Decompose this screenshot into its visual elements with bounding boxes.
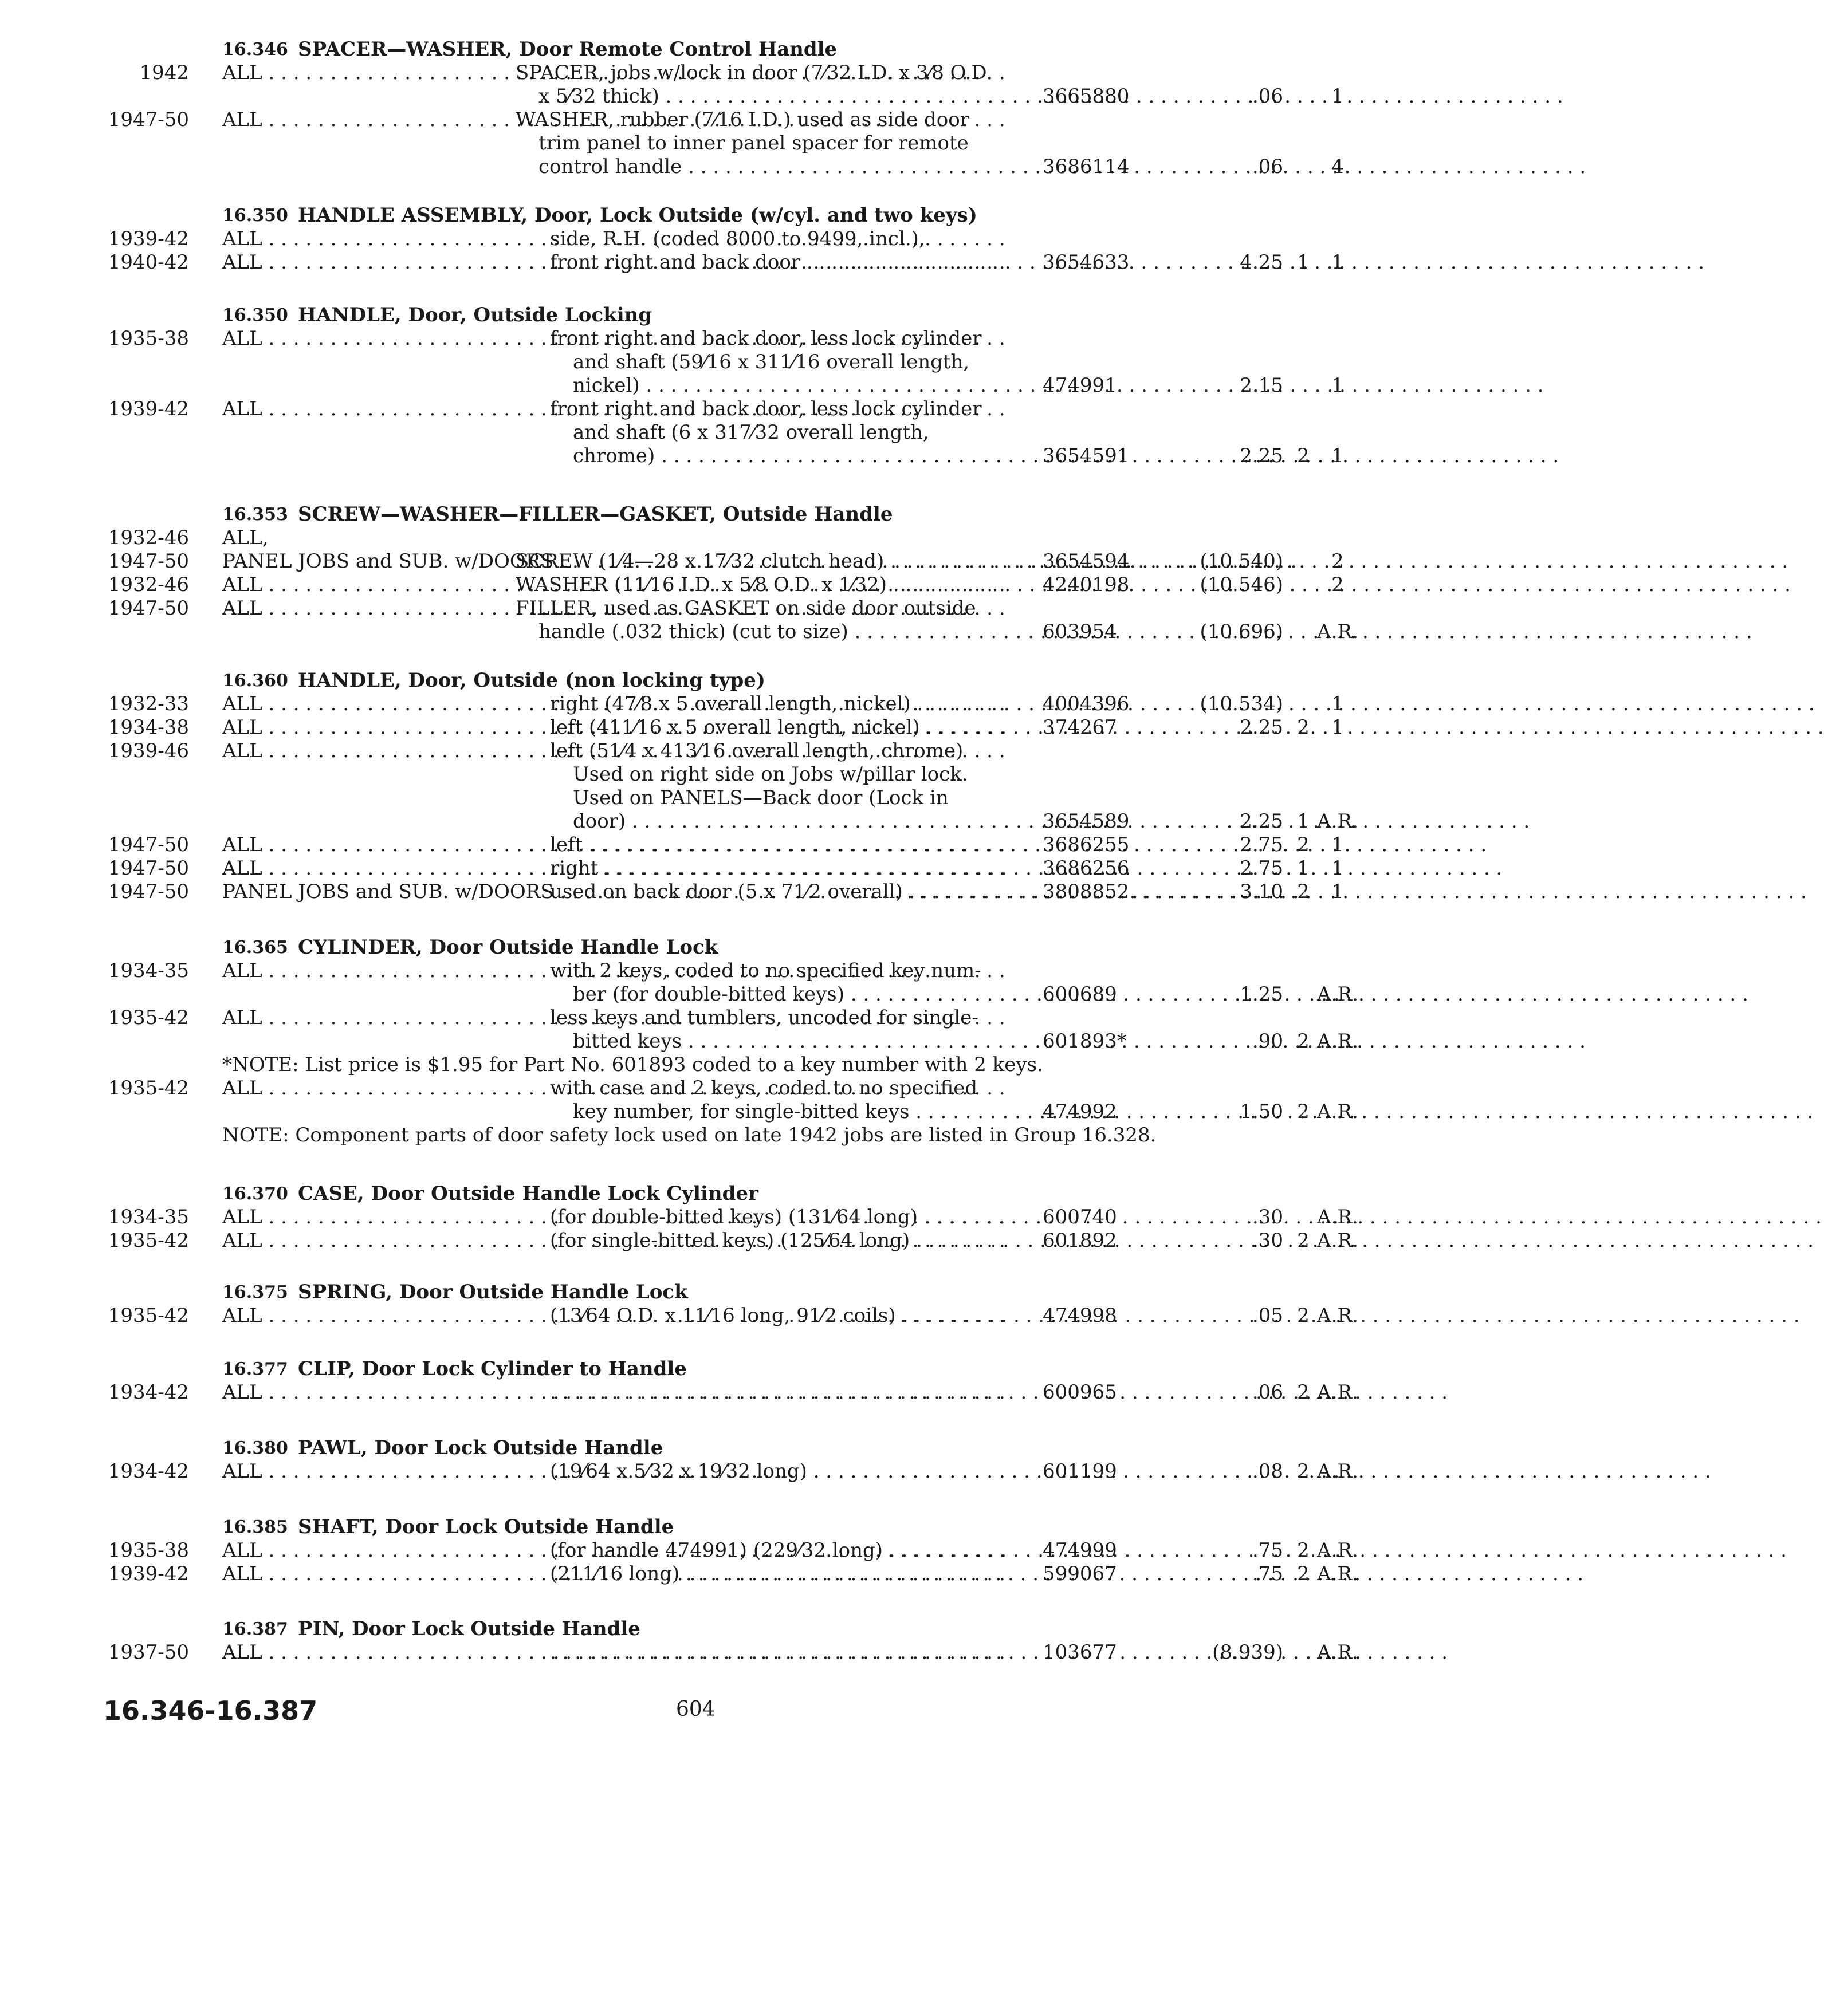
entry-line xyxy=(103,1030,1358,1053)
catalog-section xyxy=(103,1515,1358,1586)
qty-required: 1 xyxy=(1331,880,1344,903)
footnote xyxy=(103,1053,1329,1077)
list-price: .75 xyxy=(1252,1539,1283,1562)
part-entry xyxy=(103,526,1358,644)
part-description: right . . . xyxy=(550,857,928,880)
section-number: 16.370 xyxy=(222,1184,288,1204)
qty-per-unit: 1 xyxy=(1297,857,1310,880)
section-number: 16.353 xyxy=(222,505,288,525)
model-application: ALL . . . xyxy=(222,959,692,983)
entry-line xyxy=(103,983,1358,1006)
section-heading xyxy=(103,1436,1329,1460)
model-application: ALL . . . xyxy=(222,1641,692,1664)
model-application: ALL . . . xyxy=(222,1381,692,1404)
list-price: .08 xyxy=(1252,1460,1283,1483)
qty-required: A.R. xyxy=(1317,1100,1358,1123)
section-title: SPACER—WASHER, Door Remote Control Handle xyxy=(298,38,838,61)
list-price: 2.25 xyxy=(1240,810,1283,833)
model-application: PANEL JOBS and SUB. w/DOORS . . . xyxy=(222,880,692,904)
model-years: 1932-46 xyxy=(108,573,189,596)
model-application: ALL . . . xyxy=(222,397,692,421)
entry-line xyxy=(103,810,1358,833)
part-description: left (411⁄16 x 5 overall length, nickel) . . . xyxy=(550,716,928,739)
model-years: 1939-42 xyxy=(108,227,189,250)
section-number: 16.360 xyxy=(222,671,288,691)
part-description: front right and back door, less lock cylinder xyxy=(550,327,982,350)
part-entry xyxy=(103,1206,1358,1253)
entry-line xyxy=(103,573,1344,597)
qty-required: 1 xyxy=(1331,251,1344,274)
list-price: (10.540) xyxy=(1200,550,1283,573)
entry-line xyxy=(103,374,1344,397)
part-description: ber (for double-bitted keys) . . . xyxy=(573,983,928,1006)
qty-required: A.R. xyxy=(1317,1304,1358,1327)
qty-required: A.R. xyxy=(1317,1460,1358,1483)
list-price: 2.25 xyxy=(1240,444,1283,467)
part-description: door) . . . xyxy=(573,810,928,833)
qty-required: 4 xyxy=(1331,155,1344,178)
qty-required: A.R. xyxy=(1317,1539,1358,1562)
part-number: 474999 xyxy=(1043,1539,1117,1562)
section-number: 16.350 xyxy=(222,305,288,325)
list-price: .30 xyxy=(1252,1206,1283,1228)
qty-per-unit: 2 xyxy=(1297,1100,1310,1123)
section-heading xyxy=(103,1182,1329,1206)
entry-line xyxy=(103,397,1329,421)
part-description: (211⁄16 long) . . . xyxy=(550,1562,928,1586)
model-application: ALL . . . xyxy=(222,1006,692,1030)
model-application: ALL . . . xyxy=(222,1539,692,1562)
section-heading xyxy=(103,936,1329,959)
qty-required: A.R. xyxy=(1317,1030,1358,1053)
entry-line xyxy=(103,857,1344,880)
part-description: (for double-bitted keys) (131⁄64 long) . . . xyxy=(550,1206,928,1229)
part-entry xyxy=(103,1077,1358,1124)
list-price: .06 xyxy=(1252,85,1283,108)
model-years: 1934-42 xyxy=(108,1460,189,1483)
section-title: HANDLE ASSEMBLY, Door, Lock Outside (w/cyl. and two keys) xyxy=(298,204,977,227)
section-title: SPRING, Door Outside Handle Lock xyxy=(298,1281,688,1304)
part-description: Used on PANELS—Back door (Lock in xyxy=(573,786,949,809)
part-description: and shaft (59⁄16 x 311⁄16 overall length, xyxy=(573,351,970,373)
qty-per-unit: 2 xyxy=(1297,1030,1310,1053)
entry-line xyxy=(103,155,1344,179)
model-years: 1947-50 xyxy=(108,880,189,903)
part-description: and shaft (6 x 317⁄32 overall length, xyxy=(573,421,929,444)
list-price: .06 xyxy=(1252,1381,1283,1404)
part-description: trim panel to inner panel spacer for remote xyxy=(538,132,969,155)
section-number: 16.385 xyxy=(222,1517,288,1537)
part-number: 3808852 xyxy=(1043,880,1130,903)
qty-required: A.R. xyxy=(1317,810,1358,833)
section-title: CASE, Door Outside Handle Lock Cylinder xyxy=(298,1182,758,1205)
entry-line xyxy=(103,526,1329,550)
model-years: 1932-33 xyxy=(108,692,189,715)
model-years: 1934-38 xyxy=(108,716,189,739)
catalog-section xyxy=(103,1281,1358,1328)
part-number: 3654594 xyxy=(1043,550,1130,573)
part-description: WASHER, rubber (7⁄16 I.D.) used as side door xyxy=(516,108,969,131)
entry-line xyxy=(103,61,1329,85)
section-title: SCREW—WASHER—FILLER—GASKET, Outside Handle xyxy=(298,503,893,526)
list-price: 2.75 xyxy=(1240,833,1283,856)
catalog-section xyxy=(103,1182,1358,1253)
section-heading xyxy=(103,503,1329,526)
model-application: ALL . . . xyxy=(222,251,692,274)
model-application: ALL . . . xyxy=(222,1304,692,1328)
qty-per-unit: 2 xyxy=(1297,1460,1310,1483)
part-description: (for single-bitted keys) (125⁄64 long) . . . xyxy=(550,1229,928,1253)
model-years: 1935-42 xyxy=(108,1229,189,1252)
model-years: 1939-42 xyxy=(108,397,189,420)
part-description xyxy=(550,1641,928,1664)
part-number: 4240198 xyxy=(1043,573,1130,596)
part-description: handle (.032 thick) (cut to size) . . . xyxy=(538,620,928,644)
part-number: 474998 xyxy=(1043,1304,1117,1327)
part-description: with 2 keys, coded to no specified key num- xyxy=(550,959,981,982)
model-application: ALL . . . xyxy=(222,692,692,716)
part-number: 3686256 xyxy=(1043,857,1130,880)
model-years: 1935-42 xyxy=(108,1304,189,1327)
catalog-section xyxy=(103,1617,1358,1664)
group-range-footer: 16.346-16.387 xyxy=(103,1695,318,1726)
list-price: 3.10 xyxy=(1240,880,1283,903)
list-price: 1.25 xyxy=(1240,983,1283,1006)
entry-line xyxy=(103,421,1329,444)
model-application: ALL . . . xyxy=(222,833,692,857)
catalog-section xyxy=(103,503,1358,644)
entry-line xyxy=(103,763,1329,786)
section-heading xyxy=(103,1357,1329,1381)
qty-per-unit: 2 xyxy=(1297,716,1310,739)
entry-line xyxy=(103,786,1329,810)
entry-line xyxy=(103,227,1329,251)
catalog-section xyxy=(103,936,1358,1147)
model-application: ALL . . . xyxy=(222,227,692,251)
part-description: FILLER, used as GASKET on side door outside xyxy=(516,597,976,620)
list-price: .06 xyxy=(1252,155,1283,178)
list-price: 1.50 xyxy=(1240,1100,1283,1123)
model-years: 1935-42 xyxy=(108,1077,189,1100)
part-description: left . . . xyxy=(550,833,928,857)
model-application: ALL . . . xyxy=(222,1229,692,1253)
section-number: 16.387 xyxy=(222,1619,288,1639)
part-entry xyxy=(103,108,1344,179)
entry-line xyxy=(103,620,1358,644)
entry-line xyxy=(103,251,1344,274)
qty-per-unit: 2 xyxy=(1297,444,1310,467)
qty-required: A.R. xyxy=(1317,1641,1358,1664)
entry-line xyxy=(103,1100,1358,1124)
entry-line xyxy=(103,85,1344,108)
qty-per-unit: 1 xyxy=(1297,251,1310,274)
model-application: ALL . . . xyxy=(222,1077,692,1100)
part-number: 3686255 xyxy=(1043,833,1130,856)
qty-per-unit: 2 xyxy=(1297,880,1310,903)
section-title: PIN, Door Lock Outside Handle xyxy=(298,1617,640,1640)
part-number: 600689 xyxy=(1043,983,1117,1006)
qty-required: 1 xyxy=(1331,857,1344,880)
section-heading xyxy=(103,1515,1329,1539)
catalog-section xyxy=(103,304,1344,468)
model-years: 1942 xyxy=(139,61,189,84)
part-description: SPACER, jobs w/lock in door (7⁄32 I.D. x 3⁄8 O.D. xyxy=(516,61,993,84)
qty-required: 1 xyxy=(1331,444,1344,467)
model-years: 1940-42 xyxy=(108,251,189,274)
part-description: front right and back door . . . xyxy=(550,251,928,274)
section-title: CYLINDER, Door Outside Handle Lock xyxy=(298,936,718,959)
section-title: HANDLE, Door, Outside Locking xyxy=(298,304,652,326)
part-number: 3665880 xyxy=(1043,85,1130,108)
part-entry xyxy=(103,1381,1358,1404)
part-description: Used on right side on Jobs w/pillar lock. xyxy=(573,763,968,786)
model-application: ALL . . . xyxy=(222,573,692,597)
part-description: front right and back door, less lock cylinder xyxy=(550,397,982,420)
part-entry xyxy=(103,959,1358,1053)
model-years: 1934-35 xyxy=(108,1206,189,1228)
part-description: control handle . . . xyxy=(538,155,928,179)
entry-line xyxy=(103,1562,1358,1586)
page-number: 604 xyxy=(676,1698,716,1721)
list-price: 4.25 xyxy=(1240,251,1283,274)
model-years: 1935-42 xyxy=(108,1006,189,1029)
footnote-text: *NOTE: List price is $1.95 for Part No. 601893 coded to a key number with 2 keys. xyxy=(222,1053,1043,1076)
entry-line xyxy=(103,132,1329,155)
part-number: 601892 xyxy=(1043,1229,1117,1252)
section-heading xyxy=(103,1281,1329,1304)
model-years: 1939-46 xyxy=(108,739,189,762)
entry-line xyxy=(103,1381,1358,1404)
qty-required: A.R. xyxy=(1317,1206,1358,1228)
model-years: 1947-50 xyxy=(108,550,189,573)
part-description: (for handle 474991) (229⁄32 long) . . . xyxy=(550,1539,928,1562)
section-heading xyxy=(103,304,1329,327)
part-description xyxy=(550,1381,928,1404)
footnote-text: NOTE: Component parts of door safety lock used on late 1942 jobs are listed in Group 16.328. xyxy=(222,1124,1157,1147)
model-years: 1947-50 xyxy=(108,597,189,620)
part-number: 603954 xyxy=(1043,620,1117,643)
model-application: ALL, xyxy=(222,526,269,549)
part-entry xyxy=(103,327,1344,397)
model-years: 1935-38 xyxy=(108,327,189,350)
part-description: side, R.H. (coded 8000 to 9499, incl.), xyxy=(550,227,925,250)
model-application: ALL . . . xyxy=(222,1562,692,1586)
model-years: 1932-46 xyxy=(108,526,189,549)
catalog-section xyxy=(103,1436,1358,1483)
qty-required: 1 xyxy=(1331,692,1344,715)
model-years: 1947-50 xyxy=(108,833,189,856)
list-price: (10.534) xyxy=(1200,692,1283,715)
qty-required: 2 xyxy=(1331,550,1344,573)
model-years: 1935-38 xyxy=(108,1539,189,1562)
model-application: ALL . . . xyxy=(222,739,692,763)
list-price: (10.546) xyxy=(1200,573,1283,596)
list-price: .90 xyxy=(1252,1030,1283,1053)
part-number: 103677 xyxy=(1043,1641,1117,1664)
entry-line xyxy=(103,351,1329,374)
part-description: with case and 2 keys, coded to no specified xyxy=(550,1077,978,1100)
part-number: 600965 xyxy=(1043,1381,1117,1404)
part-number: 3654633 xyxy=(1043,251,1130,274)
section-heading xyxy=(103,669,1329,692)
part-entry xyxy=(103,1304,1358,1328)
entry-line xyxy=(103,444,1344,468)
model-application: PANEL JOBS and SUB. w/DOORS . . . xyxy=(222,550,692,573)
part-entry xyxy=(103,61,1344,108)
model-years: 1939-42 xyxy=(108,1562,189,1585)
model-application: ALL . . . xyxy=(222,1206,692,1229)
part-description: bitted keys . . . xyxy=(573,1030,928,1053)
entry-line xyxy=(103,833,1344,857)
entry-line xyxy=(103,1460,1358,1483)
part-number: 474992 xyxy=(1043,1100,1117,1123)
part-description: (13⁄64 O.D. x 11⁄16 long, 91⁄2 coils) . . . xyxy=(550,1304,928,1328)
part-entry xyxy=(103,397,1344,468)
part-description: left (51⁄4 x 413⁄16 overall length, chrome) xyxy=(550,739,964,762)
model-application: ALL . . . xyxy=(222,597,692,620)
qty-required: A.R. xyxy=(1317,983,1358,1006)
entry-line xyxy=(103,597,1329,620)
part-entry xyxy=(103,692,1358,904)
part-description: WASHER (11⁄16 I.D. x 5⁄8 O.D. x 1⁄32) . . . xyxy=(516,573,928,597)
list-price: 2.75 xyxy=(1240,857,1283,880)
qty-required: A.R. xyxy=(1317,1229,1358,1252)
model-application: ALL . . . xyxy=(222,327,692,351)
section-title: PAWL, Door Lock Outside Handle xyxy=(298,1436,663,1459)
entry-line xyxy=(103,550,1344,573)
section-title: SHAFT, Door Lock Outside Handle xyxy=(298,1515,674,1538)
entry-line xyxy=(103,1304,1358,1328)
part-description: (19⁄64 x 5⁄32 x 19⁄32 long) . . . xyxy=(550,1460,928,1483)
part-description: x 5⁄32 thick) . . . xyxy=(538,85,928,108)
list-price: .30 xyxy=(1252,1229,1283,1252)
entry-line xyxy=(103,327,1329,351)
qty-per-unit: 2 xyxy=(1297,1229,1310,1252)
entry-line xyxy=(103,108,1329,132)
part-number: 4004396 xyxy=(1043,692,1130,715)
catalog-section xyxy=(103,204,1344,274)
entry-line xyxy=(103,959,1329,983)
catalog-section xyxy=(103,669,1358,904)
section-title: CLIP, Door Lock Cylinder to Handle xyxy=(298,1357,687,1380)
part-number: 601893* xyxy=(1043,1030,1127,1053)
qty-per-unit: 2 xyxy=(1297,1562,1310,1585)
entry-line xyxy=(103,1539,1358,1562)
entry-line xyxy=(103,1206,1358,1229)
part-entry xyxy=(103,1641,1358,1664)
part-number: 3654591 xyxy=(1043,444,1130,467)
part-description: used on back door (5 x 71⁄2 overall) . . . xyxy=(550,880,928,904)
list-price: (10.696) xyxy=(1200,620,1283,643)
entry-line xyxy=(103,739,1329,763)
footnote xyxy=(103,1124,1329,1147)
model-years: 1947-50 xyxy=(108,857,189,880)
list-price: .75 xyxy=(1252,1562,1283,1585)
section-number: 16.377 xyxy=(222,1359,288,1379)
part-number: 3686114 xyxy=(1043,155,1130,178)
section-heading xyxy=(103,204,1329,227)
qty-required: 1 xyxy=(1331,833,1344,856)
model-years: 1937-50 xyxy=(108,1641,189,1664)
list-price: 2.25 xyxy=(1240,716,1283,739)
qty-per-unit: 2 xyxy=(1297,833,1310,856)
entry-line xyxy=(103,1006,1329,1030)
list-price: (8.939) xyxy=(1212,1641,1283,1664)
entry-line xyxy=(103,1229,1358,1253)
part-entry xyxy=(103,227,1344,274)
part-number: 3654589 xyxy=(1043,810,1130,833)
part-description: SCREW (1⁄4—28 x 17⁄32 clutch head) . . . xyxy=(516,550,928,573)
qty-required: 1 xyxy=(1331,374,1344,397)
section-title: HANDLE, Door, Outside (non locking type) xyxy=(298,669,765,692)
qty-required: 1 xyxy=(1331,716,1344,739)
catalog-section xyxy=(103,1357,1358,1404)
part-entry xyxy=(103,1460,1358,1483)
part-description: chrome) . . . xyxy=(573,444,928,468)
section-number: 16.380 xyxy=(222,1438,288,1458)
qty-required: 2 xyxy=(1331,573,1344,596)
part-number: 600740 xyxy=(1043,1206,1117,1228)
entry-line xyxy=(103,1641,1358,1664)
part-number: 374267 xyxy=(1043,716,1117,739)
entry-line xyxy=(103,880,1344,904)
catalog-section xyxy=(103,38,1344,179)
qty-per-unit: 2 xyxy=(1297,1304,1310,1327)
part-number: 474991 xyxy=(1043,374,1117,397)
qty-per-unit: 2 xyxy=(1297,1539,1310,1562)
qty-per-unit: 1 xyxy=(1297,810,1310,833)
part-description: nickel) . . . xyxy=(573,374,928,397)
entry-line xyxy=(103,1077,1329,1100)
part-description: right (47⁄8 x 5 overall length, nickel) . . . xyxy=(550,692,928,716)
section-number: 16.365 xyxy=(222,938,288,958)
section-number: 16.346 xyxy=(222,40,288,60)
model-application: ALL . . . xyxy=(222,716,692,739)
section-number: 16.375 xyxy=(222,1282,288,1302)
model-application: ALL . . . xyxy=(222,1460,692,1483)
model-years: 1934-35 xyxy=(108,959,189,982)
model-application: ALL . . . xyxy=(222,857,692,880)
section-heading xyxy=(103,38,1329,61)
part-description: key number, for single-bitted keys . . . xyxy=(573,1100,928,1124)
qty-required: A.R. xyxy=(1317,1562,1358,1585)
qty-required: 1 xyxy=(1331,85,1344,108)
part-entry xyxy=(103,1539,1358,1586)
entry-line xyxy=(103,716,1344,739)
model-years: 1934-42 xyxy=(108,1381,189,1404)
section-heading xyxy=(103,1617,1329,1641)
entry-line xyxy=(103,692,1344,716)
part-number: 601199 xyxy=(1043,1460,1117,1483)
qty-required: A.R. xyxy=(1317,620,1358,643)
section-number: 16.350 xyxy=(222,206,288,226)
qty-per-unit: 2 xyxy=(1297,1381,1310,1404)
list-price: 2.15 xyxy=(1240,374,1283,397)
model-application: ALL . . . xyxy=(222,61,692,85)
part-description: less keys and tumblers, uncoded for single- xyxy=(550,1006,978,1029)
qty-required: A.R. xyxy=(1317,1381,1358,1404)
part-number: 599067 xyxy=(1043,1562,1117,1585)
list-price: .05 xyxy=(1252,1304,1283,1327)
model-application: ALL . . . xyxy=(222,108,692,132)
model-years: 1947-50 xyxy=(108,108,189,131)
